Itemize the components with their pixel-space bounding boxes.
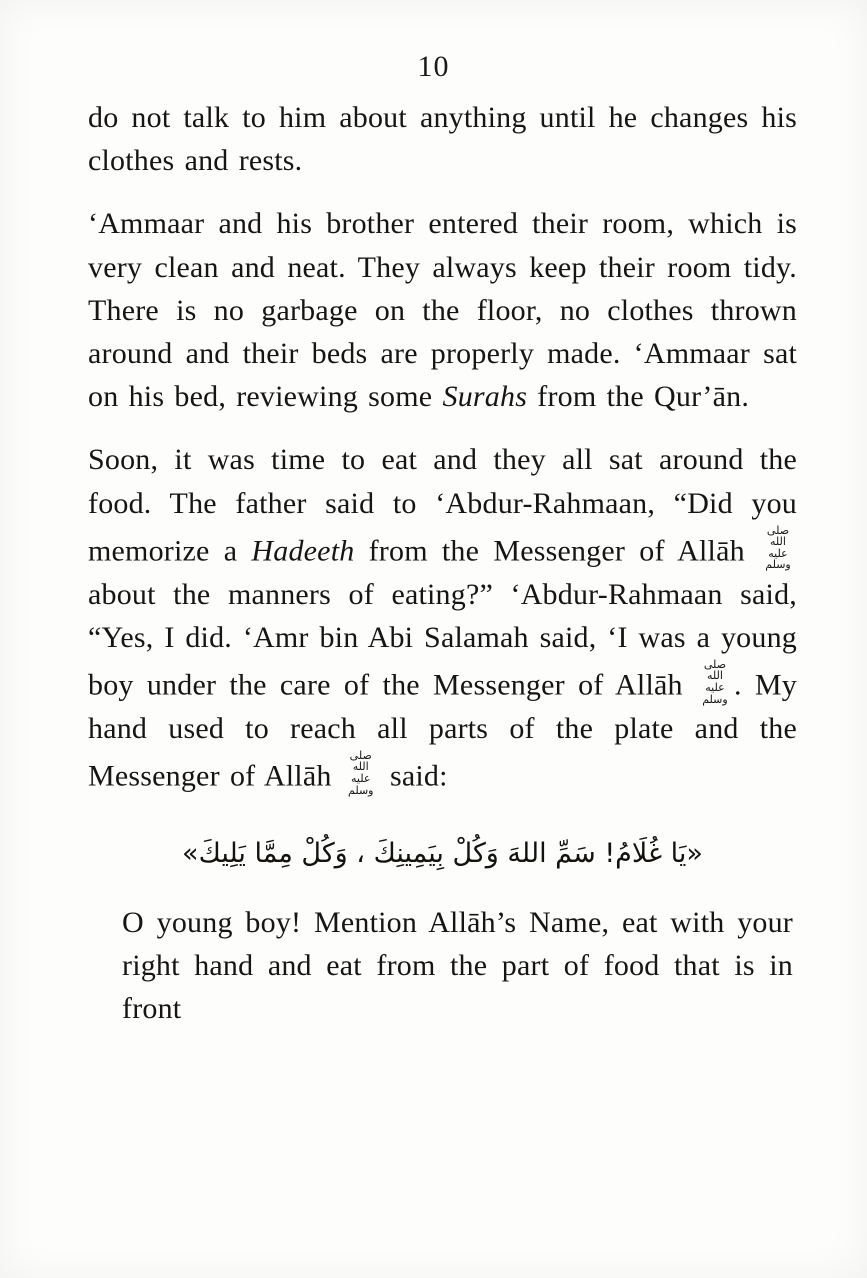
text-segment: ‘Ammaar and his brother entered their room, which is very clean and neat. They always keep their room tidy. There is no garbage on the floor, no clothes thrown around and their beds are properly made. ‘Ammaar sat on his bed, reviewing some <box>88 207 797 414</box>
italic-term: Hadeeth <box>251 534 355 568</box>
salawat-symbol: صلى الله عليه وسلم <box>348 748 374 797</box>
arabic-hadith <box>88 832 797 875</box>
page-content <box>0 84 867 1030</box>
page-number: 10 <box>417 50 450 83</box>
text-segment: do not talk to him about anything until he changes his clothes and rests. <box>88 101 797 178</box>
text-segment: Soon, it was time to eat and they all sat around the food. The father said to ‘Abdur-Rahmaan, “Did you memorize a <box>88 443 797 568</box>
text-segment: «يَا غُلَامُ! سَمِّ اللهَ وَكُلْ بِيَمِينِكَ ، وَكُلْ مِمَّا يَلِيكَ» <box>182 837 703 869</box>
text-segment: about the manners of eating?” ‘Abdur-Rahmaan said, “Yes, I did. ‘Amr bin Abi Salamah said, ‘I was a young boy under the care of the Messenger of Allāh <box>88 577 797 702</box>
salawat-symbol: صلى الله عليه وسلم <box>765 523 791 572</box>
paragraph-carryover <box>88 96 797 182</box>
text-segment: said: <box>379 759 448 793</box>
text-segment: O young boy! Mention Allāh’s Name, eat with your right hand and eat from the part of food that is in front <box>122 905 793 1026</box>
salawat-symbol: صلى الله عليه وسلم <box>702 657 728 706</box>
italic-term: Surahs <box>442 380 528 414</box>
text-segment: from the Qur’ān. <box>527 380 750 414</box>
paragraph-room <box>88 202 797 418</box>
text-segment: from the Messenger of Allāh <box>354 534 759 568</box>
text-segment: . My hand used to reach all parts of the plate and the Messenger of Allāh <box>88 668 797 793</box>
hadith-translation <box>122 901 793 1031</box>
paragraph-meal <box>88 438 797 797</box>
